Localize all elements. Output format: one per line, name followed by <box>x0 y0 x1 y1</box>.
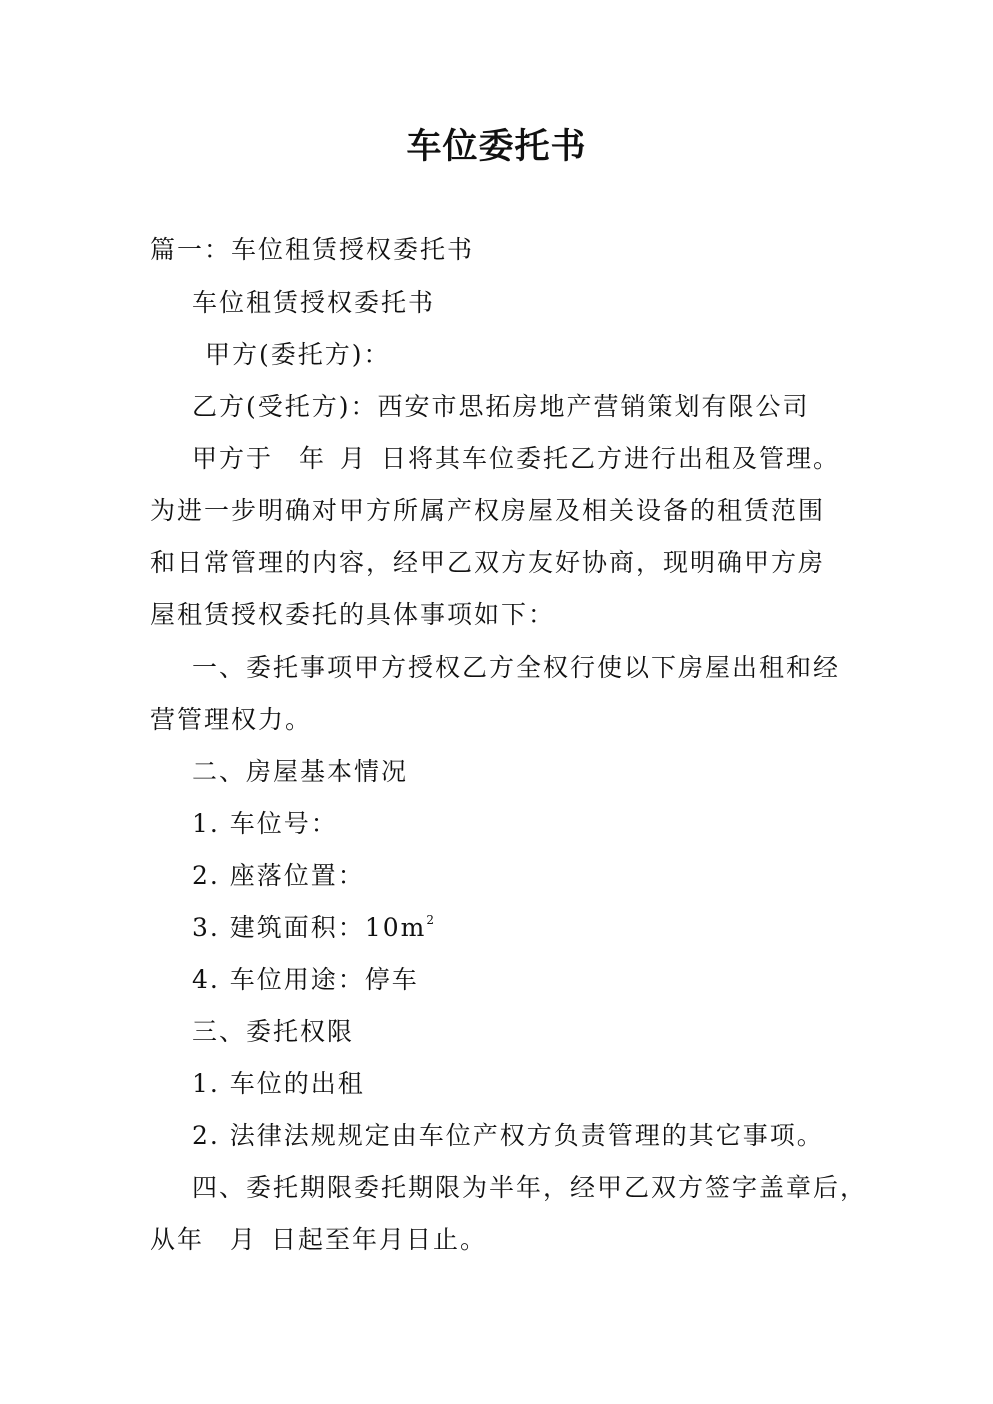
intro-month: 月 <box>340 444 368 473</box>
heading-line: 篇一：车位租赁授权委托书 <box>150 235 475 264</box>
intro-text-part2: 日将其车位委托乙方进行出租及管理。 <box>381 444 841 473</box>
item-location: 2. 座落位置： <box>192 861 365 890</box>
intro-line-1 <box>192 441 840 477</box>
item-area <box>192 910 436 946</box>
section-4-month: 月 <box>230 1225 258 1254</box>
item-area-label: 3. 建筑面积： <box>192 913 365 942</box>
intro-line-2: 为进一步明确对甲方所属产权房屋及相关设备的租赁范围 <box>150 496 826 525</box>
intro-line-3: 和日常管理的内容，经甲乙双方友好协商，现明确甲方房 <box>150 548 826 577</box>
section-2-title: 二、房屋基本情况 <box>192 757 409 786</box>
section-1-line-1: 一、委托事项甲方授权乙方全权行使以下房屋出租和经 <box>192 653 841 682</box>
intro-text-part1: 甲方于 <box>192 444 274 473</box>
section-4-text-part1: 从年 <box>150 1225 205 1254</box>
subheading-line: 车位租赁授权委托书 <box>192 288 436 317</box>
intro-line-4: 屋租赁授权委托的具体事项如下： <box>150 600 556 629</box>
item-usage: 4. 车位用途：停车 <box>192 965 419 994</box>
section-4-text-part2: 日起至年月日止。 <box>271 1225 488 1254</box>
section-3-title: 三、委托权限 <box>192 1017 355 1046</box>
party-a-line: 甲方(委托方)： <box>205 340 391 369</box>
document-title: 车位委托书 <box>406 126 587 167</box>
party-b-line: 乙方(受托方)：西安市思拓房地产营销策划有限公司 <box>192 392 810 421</box>
section-3-item-1: 1. 车位的出租 <box>192 1069 365 1098</box>
section-4-line-1: 四、委托期限委托期限为半年，经甲乙双方签字盖章后， <box>192 1173 868 1202</box>
section-4-line-2 <box>150 1222 487 1258</box>
item-area-unit-superscript: 2 <box>426 913 436 927</box>
section-3-item-2: 2. 法律法规规定由车位产权方负责管理的其它事项。 <box>192 1121 824 1150</box>
section-1-line-2: 营管理权力。 <box>150 705 313 734</box>
intro-year: 年 <box>299 444 327 473</box>
item-parking-number: 1. 车位号： <box>192 809 338 838</box>
item-area-value: 10m <box>364 913 427 942</box>
